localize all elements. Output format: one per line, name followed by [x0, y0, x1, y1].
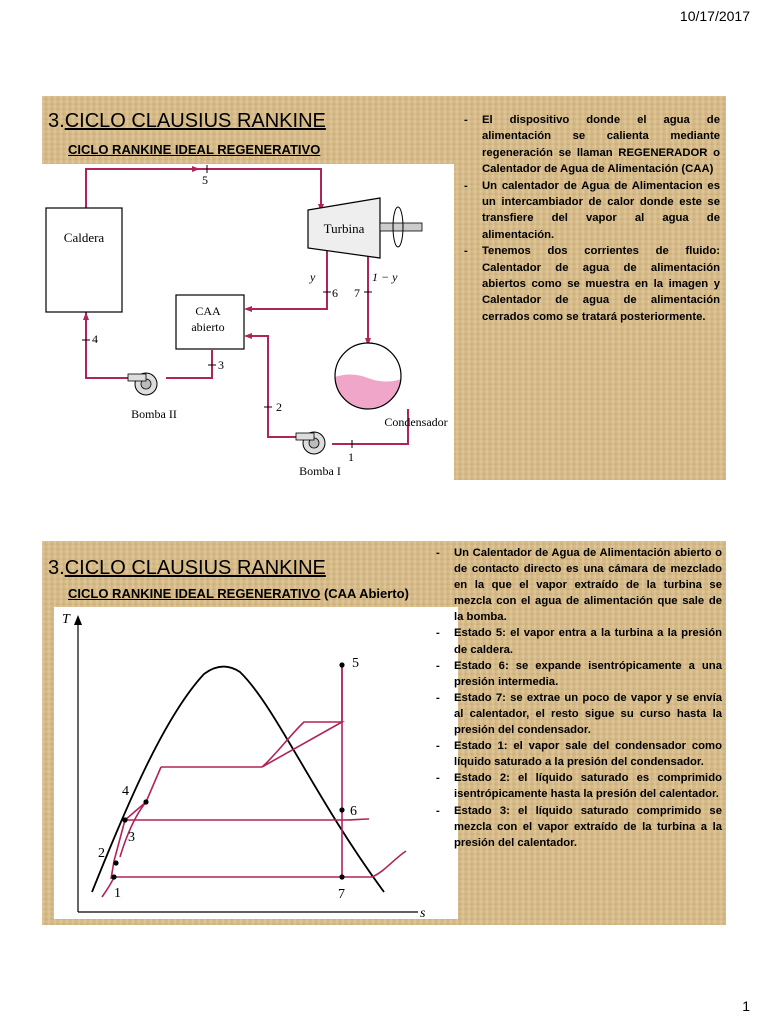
slide-1-bullets [462, 112, 720, 325]
svg-text:Turbina: Turbina [323, 221, 365, 236]
svg-text:4: 4 [92, 332, 98, 346]
page-number: 1 [742, 998, 750, 1014]
slide-date: 10/17/2017 [679, 8, 750, 24]
bomba-2-shape [128, 373, 157, 395]
ts-diagram [54, 607, 458, 919]
svg-text:2: 2 [98, 846, 105, 861]
slide-2-bullets [434, 545, 722, 851]
bullet-item: - Estado 7: se extrae un poco de vapor y se envía al calentador, el resto sigue su curso hasta la presión del condensador. [434, 690, 722, 738]
svg-text:6: 6 [350, 804, 357, 819]
svg-text:5: 5 [352, 656, 359, 671]
slide-2-subtitle: CICLO RANKINE IDEAL REGENERATIVO (CAA Abierto) [68, 586, 409, 601]
svg-text:Condensador: Condensador [384, 415, 448, 429]
bullet-item: - Tenemos dos corrientes de fluido: Calentador de agua de alimentación abiertos como se muestra en la imagen y Calentador de agua de alimentación cerrados como se tratará posteriormente. [462, 243, 720, 325]
svg-text:1 − y: 1 − y [372, 270, 398, 284]
slide-1-subtitle: CICLO RANKINE IDEAL REGENERATIVO [68, 142, 321, 157]
svg-text:abierto: abierto [191, 320, 225, 334]
svg-text:3: 3 [128, 830, 135, 845]
slide-1-title: 3.CICLO CLAUSIUS RANKINE [48, 110, 326, 132]
svg-text:5: 5 [202, 173, 208, 187]
bullet-item: - Estado 1: el vapor sale del condensador como líquido saturado a la presión del condensador. [434, 738, 722, 770]
rankine-regenerative-schematic [42, 164, 454, 480]
svg-text:7: 7 [338, 887, 345, 902]
slide-1 [42, 96, 726, 480]
slide-2-title: 3.CICLO CLAUSIUS RANKINE [48, 557, 326, 579]
svg-text:CAA: CAA [195, 304, 221, 318]
svg-text:1: 1 [348, 450, 354, 464]
bullet-item: - Un Calentador de Agua de Alimentación abierto o de contacto directo es una cámara de mezclado en la que el vapor extraído de la turbina se mezcla con el agua de alimentación que sale de la bomba. [434, 545, 722, 625]
bullet-item: - Estado 2: el líquido saturado es comprimido isentrópicamente hasta la presión del calentador. [434, 770, 722, 802]
bomba-1-shape [296, 432, 325, 454]
svg-text:y: y [310, 270, 316, 284]
slide-2 [42, 541, 726, 925]
svg-text:6: 6 [332, 286, 338, 300]
bullet-item: - Un calentador de Agua de Alimentacion es un intercambiador de calor donde este se transfiere del vapor al agua de alimentación. [462, 178, 720, 244]
pipe-state-2 [246, 336, 297, 437]
caldera-box [46, 208, 122, 312]
svg-text:1: 1 [114, 886, 121, 901]
bullet-item: - Estado 5: el vapor entra a la turbina a la presión de caldera. [434, 625, 722, 657]
bullet-item: - El dispositivo donde el agua de alimentación se calienta mediante regeneración se llaman REGENERADOR o Calentador de Agua de Alimentación (CAA) [462, 112, 720, 178]
bullet-item: - Estado 3: el líquido saturado comprimido se mezcla con el vapor extraído de la turbina a la presión del calentador. [434, 803, 722, 851]
svg-text:Bomba I: Bomba I [299, 464, 341, 478]
saturation-dome [92, 667, 384, 892]
svg-text:T: T [62, 612, 70, 627]
bullet-item: - Estado 6: se expande isentrópicamente a una presión intermedia. [434, 658, 722, 690]
svg-text:Caldera: Caldera [63, 230, 105, 245]
svg-text:4: 4 [122, 784, 129, 799]
svg-text:7: 7 [354, 286, 360, 300]
svg-text:2: 2 [276, 400, 282, 414]
svg-text:Bomba II: Bomba II [131, 407, 177, 421]
pipe-state-3 [166, 350, 212, 378]
svg-text:s: s [420, 906, 426, 919]
svg-text:3: 3 [218, 358, 224, 372]
